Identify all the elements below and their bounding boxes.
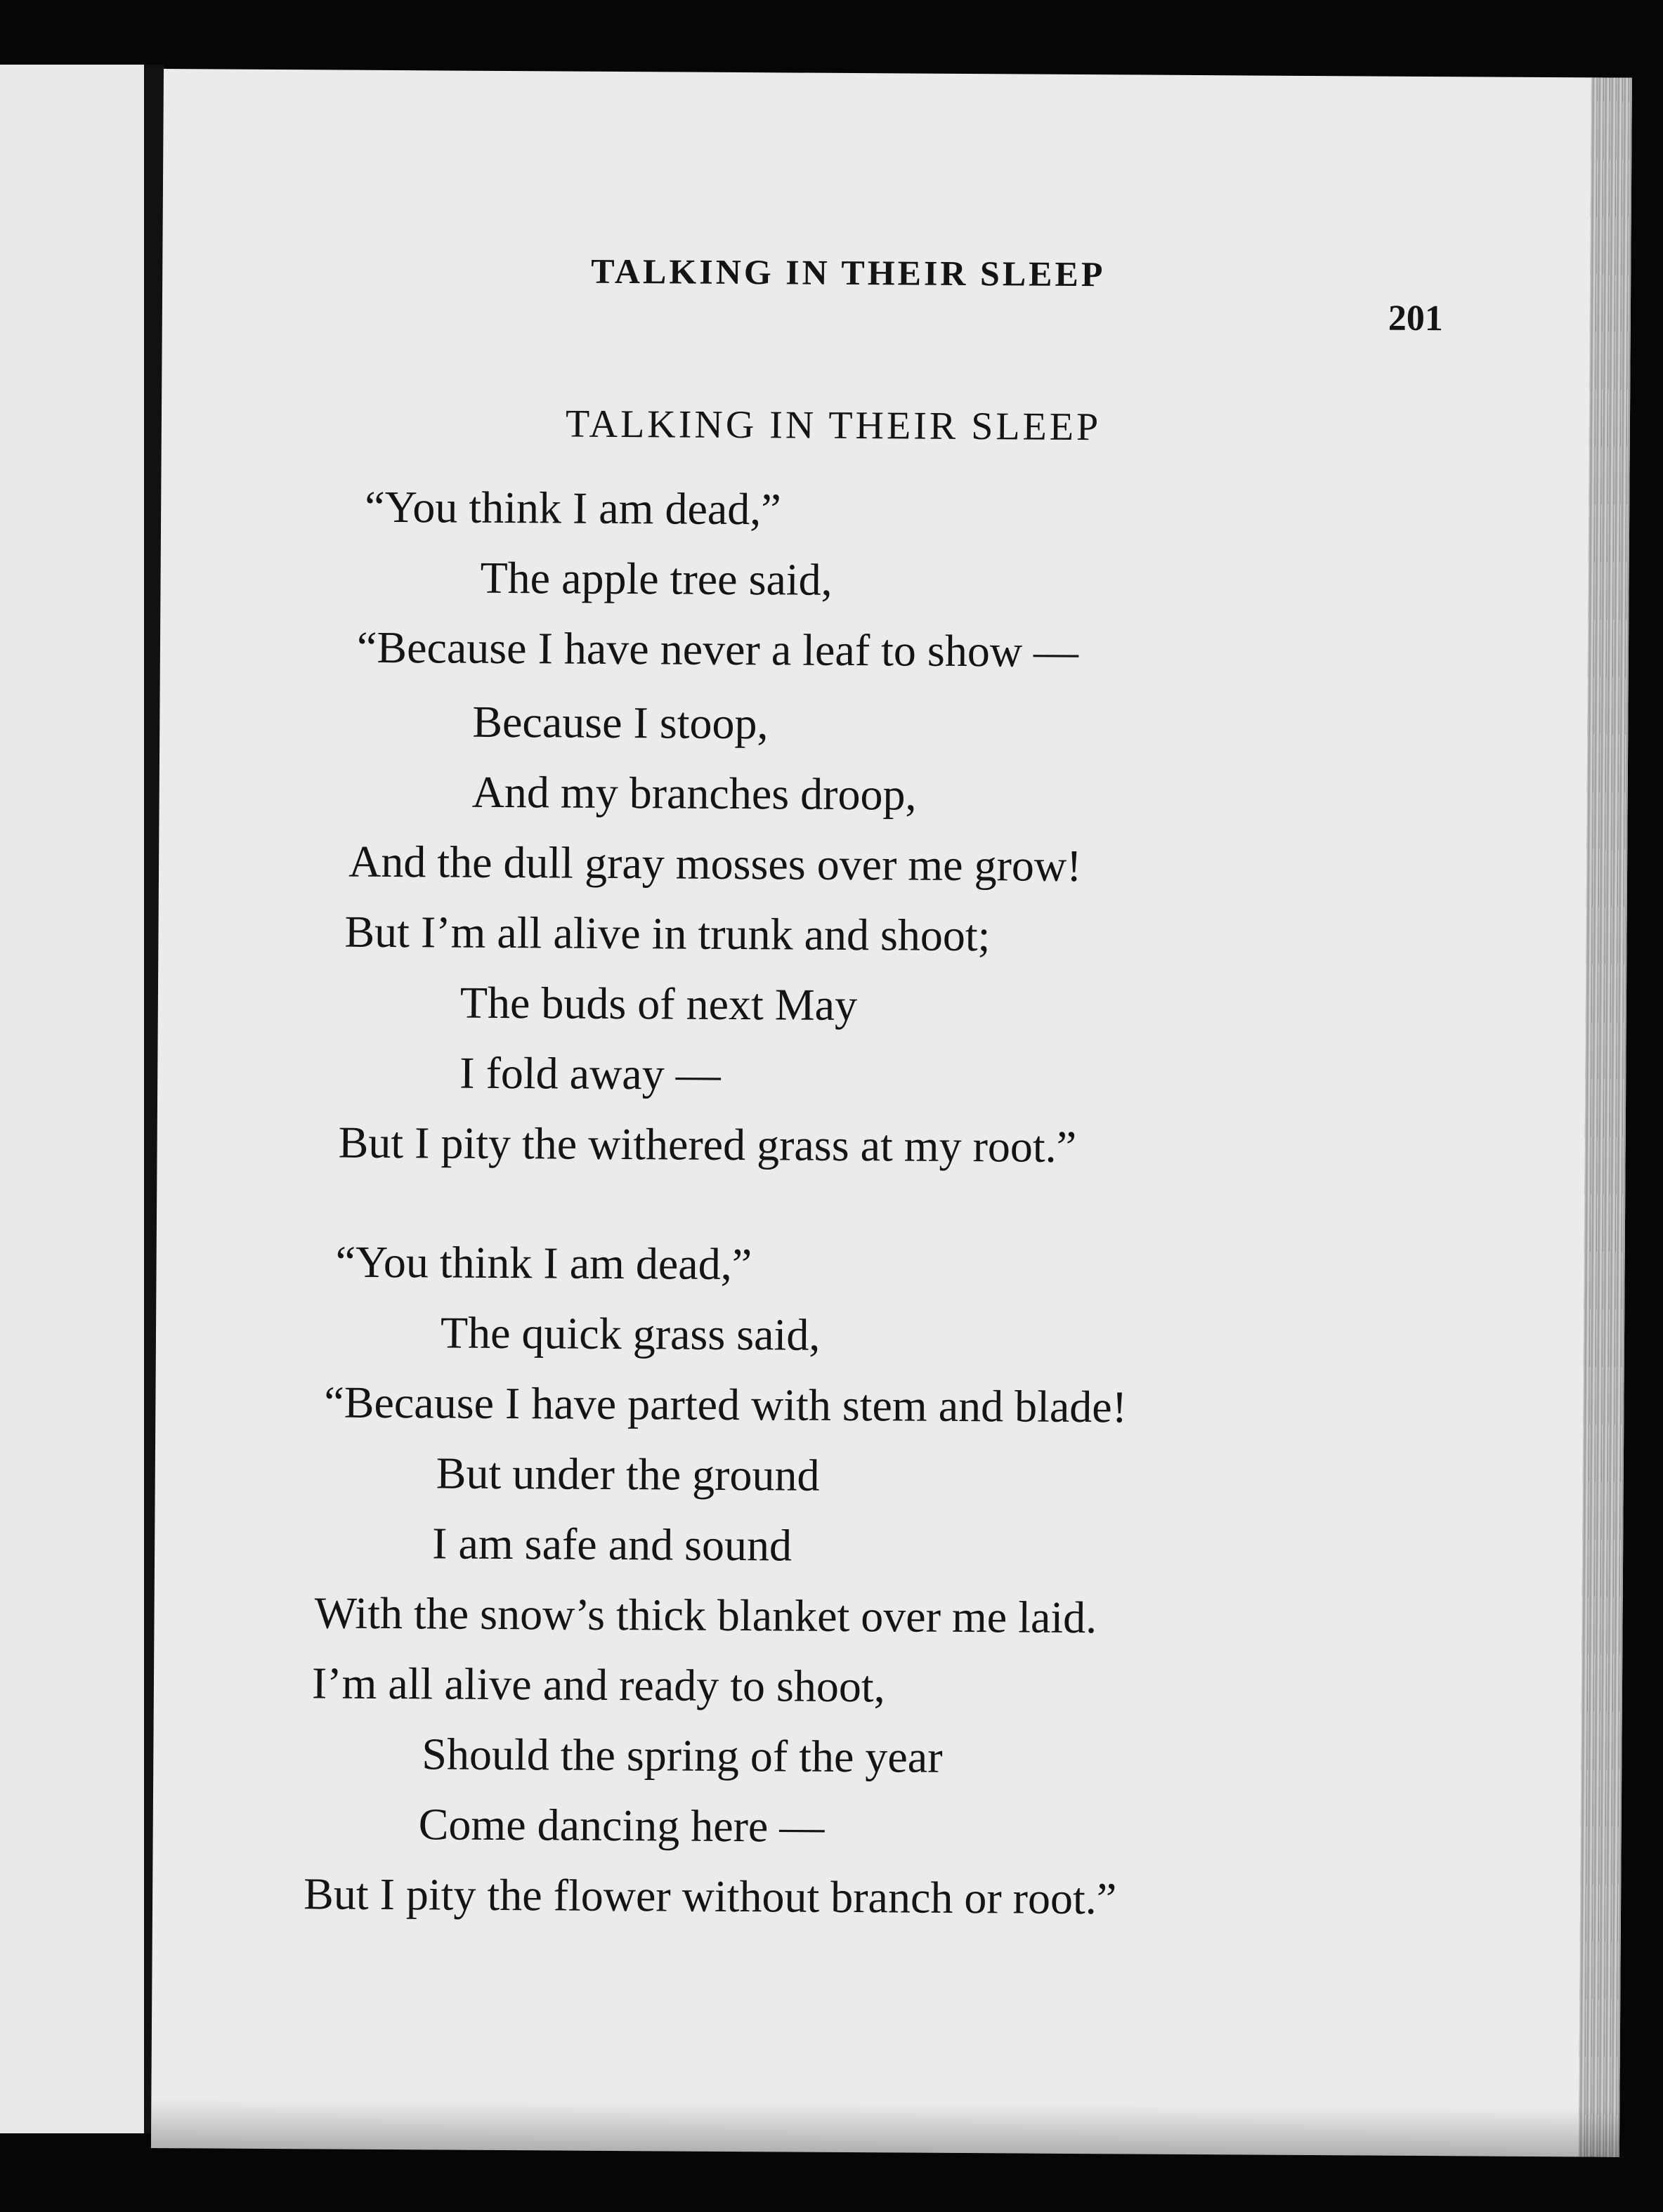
poem-line: But under the ground (436, 1448, 820, 1500)
poem-line: I fold away — (459, 1047, 721, 1099)
poem-line: Because I stoop, (472, 696, 769, 749)
book-page (151, 69, 1632, 2157)
page-fore-edge (1579, 77, 1632, 2157)
poem-line: The quick grass said, (440, 1307, 821, 1360)
poem-line: I’m all alive and ready to shoot, (311, 1658, 885, 1712)
page-number: 201 (1388, 298, 1444, 339)
poem-line: “You think I am dead,” (335, 1236, 752, 1290)
poem-line: Come dancing here — (418, 1799, 825, 1852)
poem-line: And my branches droop, (471, 766, 917, 820)
poem-line: But I pity the flower without branch or root.” (303, 1869, 1117, 1924)
poem-line: “You think I am dead,” (364, 481, 781, 535)
poem-line: The buds of next May (459, 977, 858, 1030)
poem-line: “Because I have never a leaf to show — (356, 622, 1079, 676)
poem-line: Should the spring of the year (422, 1729, 943, 1782)
poem-line: But I pity the withered grass at my root.” (338, 1117, 1077, 1172)
running-head: TALKING IN THEIR SLEEP (591, 251, 1106, 294)
poem-line: The apple tree said, (480, 552, 833, 605)
poem-line: And the dull gray mosses over me grow! (348, 836, 1082, 891)
poem-title: TALKING IN THEIR SLEEP (565, 402, 1102, 450)
poem-line: I am safe and sound (431, 1518, 793, 1571)
page-shadow (151, 2099, 1619, 2157)
poem-line: “Because I have parted with stem and blade! (324, 1377, 1128, 1432)
poem-line: But I’m all alive in trunk and shoot; (344, 906, 991, 961)
facing-page-edge (0, 65, 144, 2133)
poem-line: With the snow’s thick blanket over me laid. (314, 1588, 1097, 1643)
